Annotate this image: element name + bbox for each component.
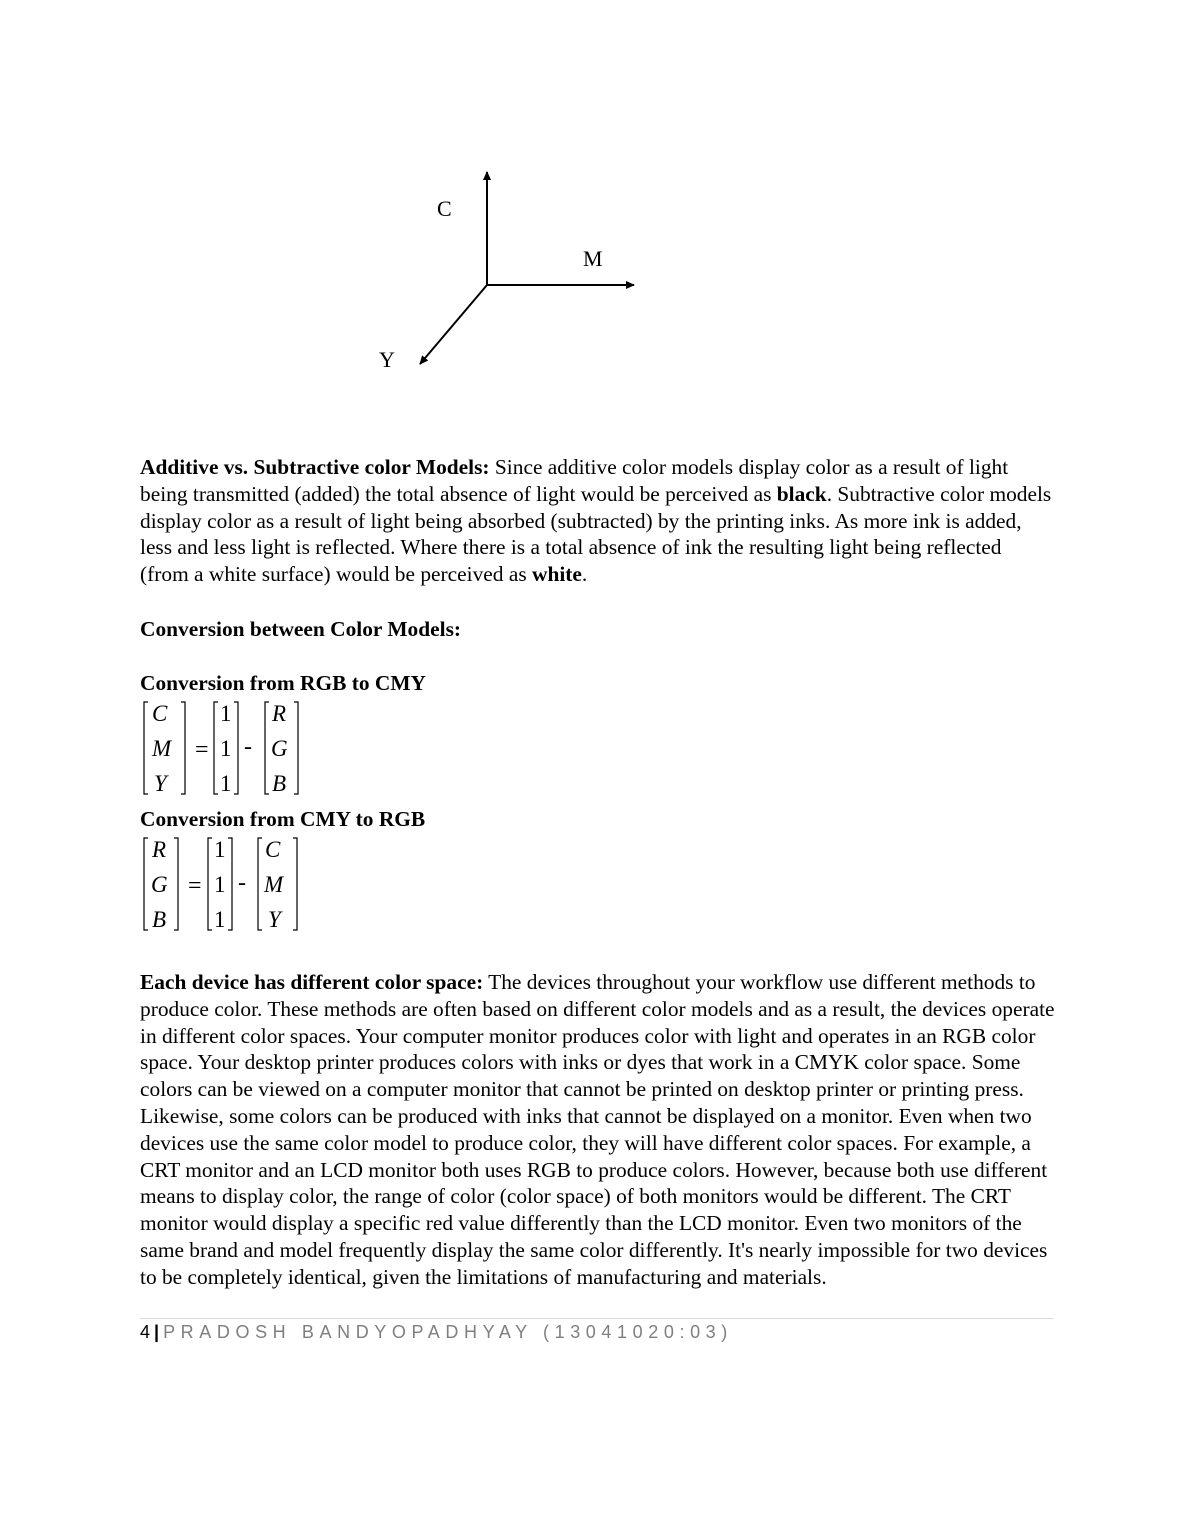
cmy-to-rgb-right-2: Y (268, 907, 281, 932)
bold-black: black (776, 481, 827, 506)
cmy-to-rgb-left-0: R (152, 837, 167, 862)
axis-label-y: Y (379, 347, 395, 372)
cmy-to-rgb-heading: Conversion from CMY to RGB (140, 807, 426, 831)
cmy-to-rgb-equation (140, 834, 340, 934)
additive-vs-subtractive-paragraph: Additive vs. Subtractive color Models: Since additive color models display color as a result of light being transmitted (added) the total absence of light would be perceived as black. Subtractive color models display color as a result of light being absorbed (subtracted) by the printing inks. As more ink is added, less and less light is reflected. Where there is a total absence of ink the resulting light being reflected (from a white surface) would be perceived as white. (140, 455, 1052, 587)
page-number: 4 (140, 1322, 151, 1342)
rgb-to-cmy-right-1: G (271, 736, 288, 761)
footer-author: PRADOSH BANDYOPADHYAY (13041020:03) (163, 1322, 733, 1342)
rgb-to-cmy-left-2: Y (154, 771, 167, 796)
cmy-to-rgb-one-1: 1 (214, 872, 226, 897)
footer-separator: | (154, 1322, 160, 1342)
cmy-to-rgb-left-1: G (151, 872, 168, 897)
rgb-to-cmy-right-2: B (272, 771, 287, 796)
rgb-to-cmy-heading: Conversion from RGB to CMY (140, 671, 426, 695)
axis-label-m: M (583, 246, 603, 271)
cmy-to-rgb-right-0: C (265, 837, 281, 862)
rgb-to-cmy-one-2: 1 (220, 771, 232, 796)
cmy-to-rgb-minus: - (238, 870, 246, 896)
rgb-to-cmy-one-0: 1 (220, 701, 232, 726)
cmy-axis-diagram (360, 160, 660, 380)
rgb-to-cmy-minus: - (244, 734, 252, 760)
device-color-space-paragraph: Each device has different color space: The devices throughout your workflow use different methods to produce color. These methods are often based on different color models and as a result, the devices operate in different color spaces. Your computer monitor produces color with light and operates in an RGB color space. Your desktop printer produces colors with inks or dyes that work in a CMYK color space. Some colors can be viewed on a computer monitor that cannot be printed on desktop printer or printing press. Likewise, some colors can be produced with inks that cannot be displayed on a monitor. Even when two devices use the same color model to produce color, they will have different color spaces. For example, a CRT monitor and an LCD monitor both uses RGB to produce colors. However, because both use different means to display color, the range of color (color space) of both monitors would be different. The CRT monitor would display a specific red value differently than the LCD monitor. Even two monitors of the same brand and model frequently display the same color differently. It's nearly impossible for two devices to be completely identical, given the limitations of manufacturing and materials. (140, 970, 1055, 1289)
y-axis-line (420, 285, 487, 364)
cmy-to-rgb-equals: = (188, 873, 202, 899)
footer-divider (140, 1318, 1053, 1319)
cmy-to-rgb-one-2: 1 (214, 907, 226, 932)
rgb-to-cmy-right-0: R (272, 701, 287, 726)
axis-label-c: C (437, 196, 452, 221)
rgb-to-cmy-left-0: C (152, 701, 168, 726)
rgb-to-cmy-one-1: 1 (220, 736, 232, 761)
rgb-to-cmy-left-1: M (152, 736, 172, 761)
paragraph-lead: Each device has different color space: (140, 970, 484, 994)
cmy-to-rgb-left-2: B (152, 907, 167, 932)
page-footer (140, 1322, 733, 1343)
cmy-to-rgb-right-1: M (264, 872, 284, 897)
bold-white: white (532, 562, 582, 587)
cmy-to-rgb-one-0: 1 (214, 837, 226, 862)
rgb-to-cmy-equals: = (195, 737, 209, 763)
paragraph-lead: Additive vs. Subtractive color Models: (140, 455, 490, 479)
conversion-heading: Conversion between Color Models: (140, 617, 462, 641)
rgb-to-cmy-equation (140, 698, 340, 798)
